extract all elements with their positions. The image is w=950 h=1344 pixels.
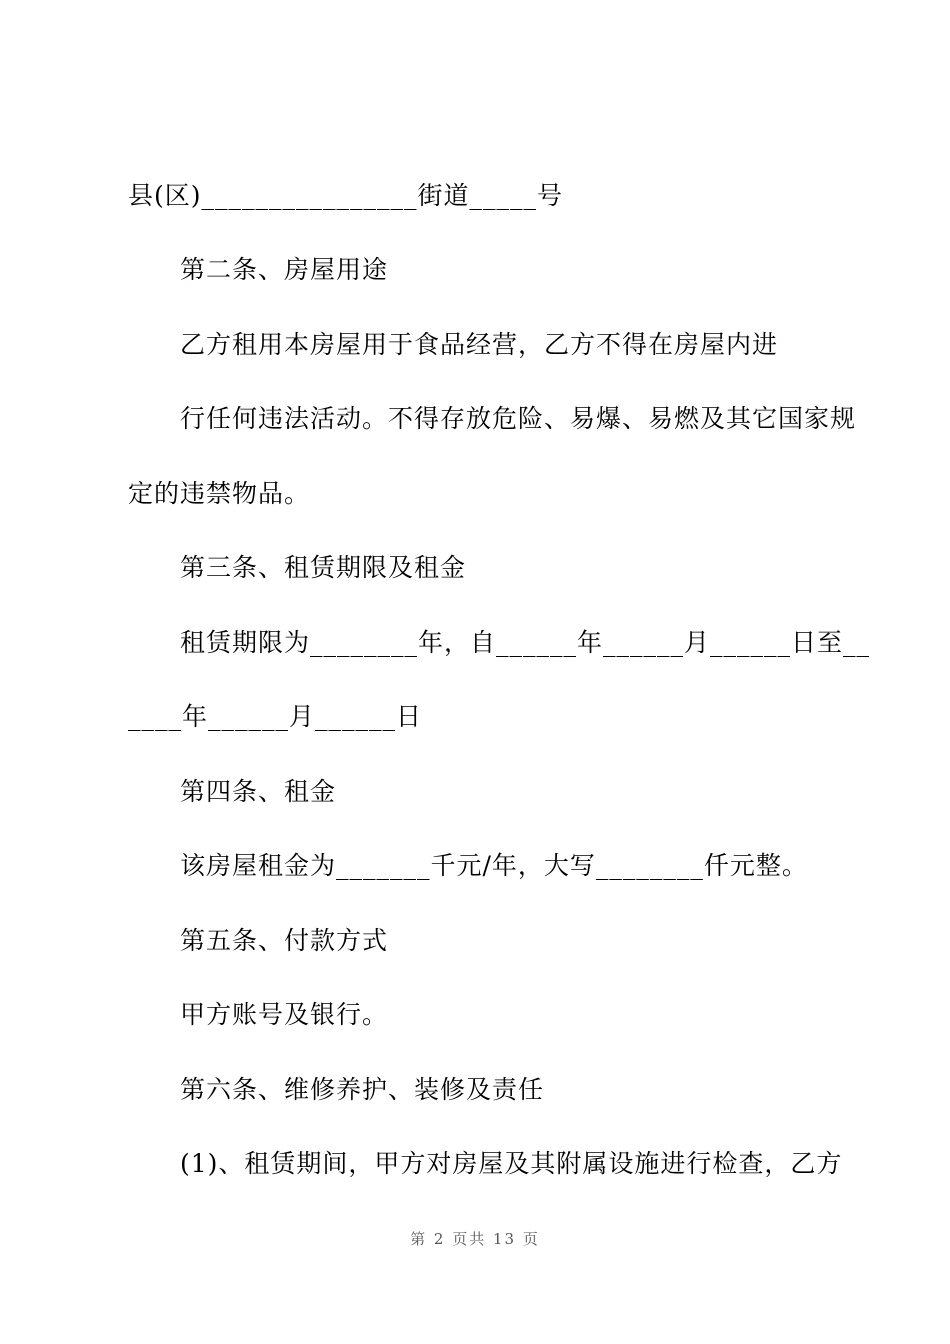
lease-term-line-2: ____年______月______日 — [128, 702, 423, 731]
article-3-heading: 第三条、租赁期限及租金 — [180, 553, 467, 582]
page-number-footer: 第 2 页共 13 页 — [410, 1230, 540, 1248]
rent-amount-line: 该房屋租金为_______千元/年，大写________仟元整。 — [180, 851, 808, 880]
address-line: 县(区)________________街道_____号 — [128, 181, 564, 210]
lease-term-line-1: 租赁期限为________年，自______年______月______日至__ — [180, 628, 871, 657]
article-4-heading: 第四条、租金 — [180, 777, 337, 806]
article-2-heading: 第二条、房屋用途 — [180, 255, 389, 284]
article-6-heading: 第六条、维修养护、装修及责任 — [180, 1075, 545, 1104]
article-2-text-line-3: 定的违禁物品。 — [128, 479, 311, 508]
article-6-clause-1-line: (1)、租赁期间，甲方对房屋及其附属设施进行检查，乙方 — [180, 1149, 843, 1178]
article-5-heading: 第五条、付款方式 — [180, 926, 389, 955]
payment-account-line: 甲方账号及银行。 — [180, 1000, 389, 1029]
article-2-text-line-1: 乙方租用本房屋用于食品经营，乙方不得在房屋内进 — [180, 330, 779, 359]
article-2-text-line-2: 行任何违法活动。不得存放危险、易爆、易燃及其它国家规 — [180, 404, 857, 433]
